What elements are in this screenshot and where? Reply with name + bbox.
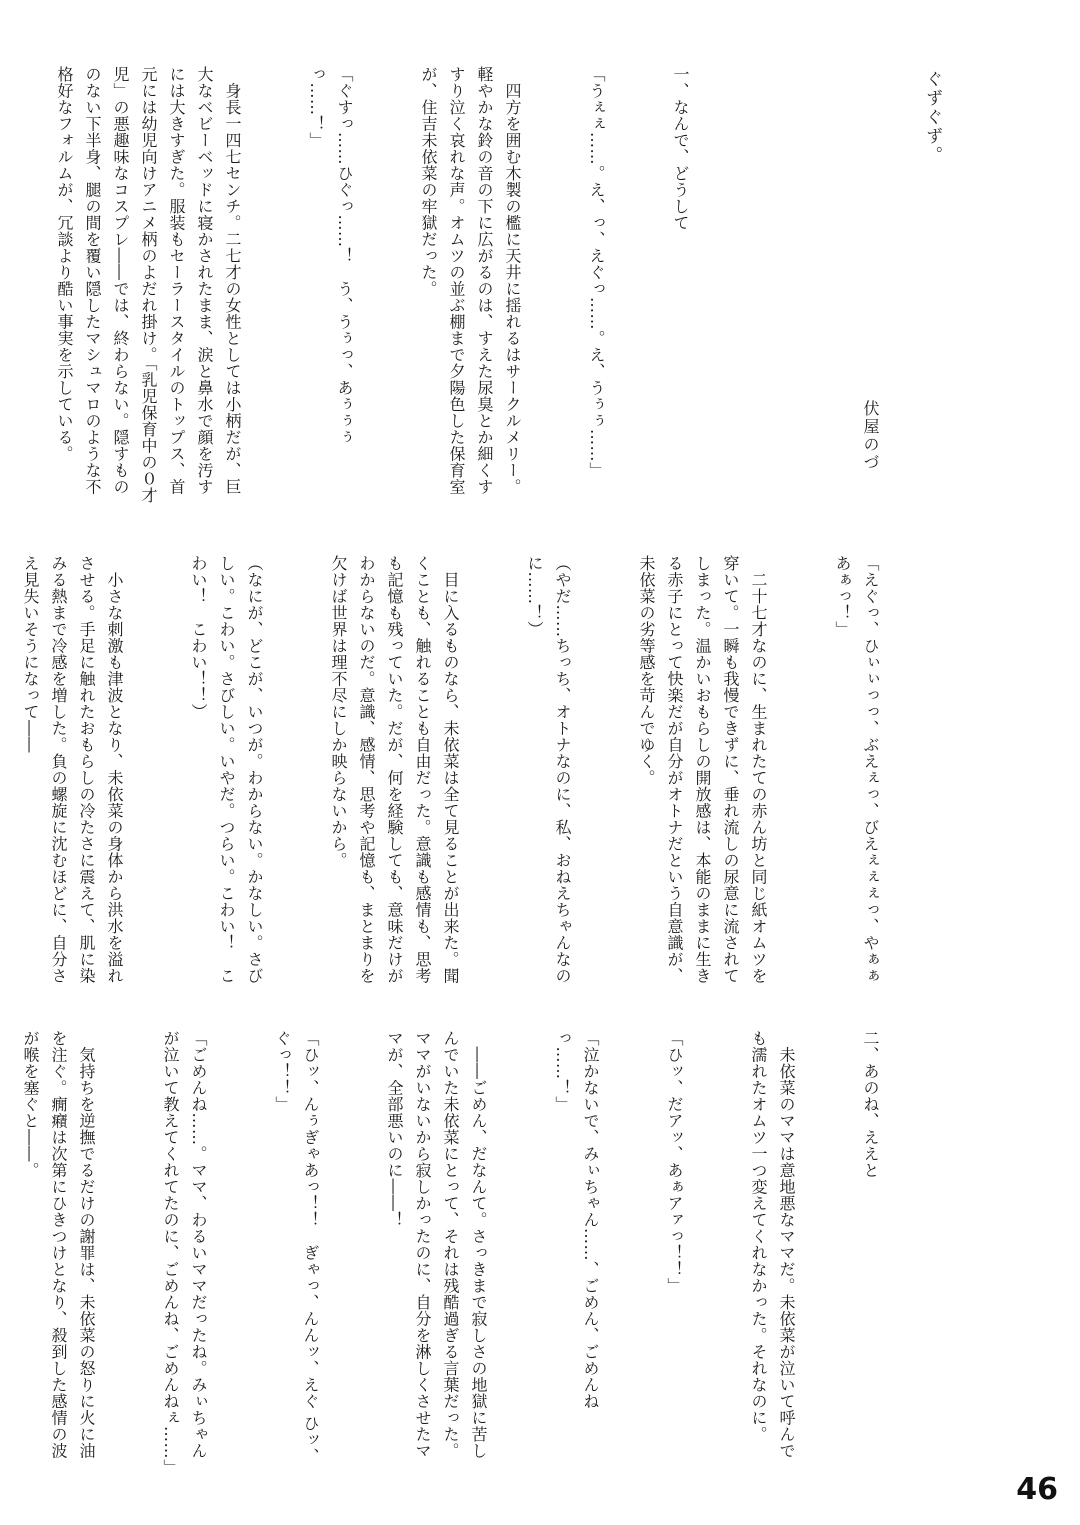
paragraph: 未依菜のママは意地悪なママだ。未依菜が泣いて呼んでも濡れたオムツ一つ変えてくれなかった。それなのに。: [749, 1030, 796, 1459]
paragraph: （やだ……ちっち、オトナなのに、私、おねえちゃんなのに……！）: [525, 555, 572, 984]
paragraph: ――ごめん、だなんて。さっきまで寂しさの地獄に苦しんでいた未依菜にとって、それは残酷過ぎる言葉だった。ママがいないから寂しかったのに、自分を淋しくさせたママが、全部悪いのに――！: [385, 1030, 488, 1459]
text-band-middle: [21, 555, 940, 995]
paragraph: 「えぐっ、ひぃぃっっ、ぶえぇっ、びえぇぇぇっ、やぁぁあぁっ！」: [833, 555, 880, 984]
story-kicker: ぐずぐず。: [922, 70, 942, 165]
title-block: [795, 70, 945, 540]
paragraph: 「ひッ、だアッ、あぁアァっ！！」: [665, 1030, 684, 1294]
text-band-bottom: [21, 1030, 940, 1476]
paragraph: 「うぇぇ……。え、っ、えぐっ……。え、うぅぅ……」: [587, 66, 606, 479]
paragraph: 身長一四七センチ。二七才の女性としては小柄だが、巨大なベビーベッドに寝かされたまま、涙と鼻水で顔を汚すには大きすぎた。服装もセーラースタイルのトップス、首元には幼児向けアニメ柄のよだれ掛け。「乳児保育中の０才児」の悪趣味なコスプレ――では、終わらない。隠すもののない下半身、腿の間を覆い隠したマシュマロのような不格好なフォルムが、冗談より酷い事実を示している。: [55, 66, 242, 504]
paragraph: 「ひッ、んぅぎゃあっ！！ ぎゃっ、んんッ、えぐ ひッ、ぐっ！！」: [273, 1030, 320, 1465]
paragraph: 四方を囲む木製の檻に天井に揺れるはサークルメリー。軽やかな鈴の音の下に広がるのは、すえた尿臭とか細くすすり泣く哀れな声。オムツの並ぶ棚まで夕陽色した保育室が、住吉未依菜の牢獄だった。: [419, 66, 522, 495]
paragraph: 「泣かないで、みぃちゃん……、ごめん、ごめんねっ……！」: [553, 1030, 600, 1410]
paragraph: 「ぐすっ……ひぐっ……！ う、うぅっ、あぅぅぅっ……！」: [307, 66, 354, 446]
author-name: 伏屋のづ: [861, 400, 880, 472]
paragraph: （なにが、どこが、いつが。わからない。かなしい。さびしい。こわい。さびしい。いやだ。つらい。こわい！ こわい！ こわい！！）: [189, 555, 264, 984]
paragraph: 小さな刺激も津波となり、未依菜の身体から洪水を溢れさせる。手足に触れたおもらしの冷たさに震えて、肌に染みる熱まで冷感を増した。負の螺旋に沈むほどに、自分さえ見失いそうになって――: [21, 555, 124, 984]
page-number: 46: [1016, 1472, 1058, 1507]
paragraph: 目に入るものなら、未依菜は全て見ることが出来た。聞くことも、触れることも自由だった。意識も感情も、思考も記憶も残っていた。だが、何を経験しても、意味だけがわからないのだ。意識、感情、思考や記憶も、まとまりを欠けば世界は理不尽にしか映らないから。: [329, 555, 460, 984]
heading-chapter-2: 二、あのね、ええと: [861, 1030, 880, 1179]
heading-chapter-1: 一、なんで、どうして: [671, 66, 690, 231]
paragraph: 気持ちを逆撫でるだけの謝罪は、未依菜の怒りに火に油を注ぐ。癇癪は次第にひきつけとなり、殺到した感情の波が喉を塞ぐと――。: [21, 1030, 96, 1459]
text-band-top: [55, 66, 750, 506]
paragraph: 「ごめんね……。ママ、わるいママだったね。みぃちゃんが泣いて教えてくれてたのに、ごめんね、ごめんねぇ……」: [161, 1030, 208, 1476]
paragraph: 二十七才なのに、生まれたての赤ん坊と同じ紙オムツを穿いて。一瞬も我慢できずに、垂れ流しの尿意に流されてしまった。温かいおもらしの開放感は、本能のままに生きる赤子にとって快楽だが自分がオトナだという自意識が、未依菜の劣等感を苛んでゆく。: [637, 555, 768, 984]
